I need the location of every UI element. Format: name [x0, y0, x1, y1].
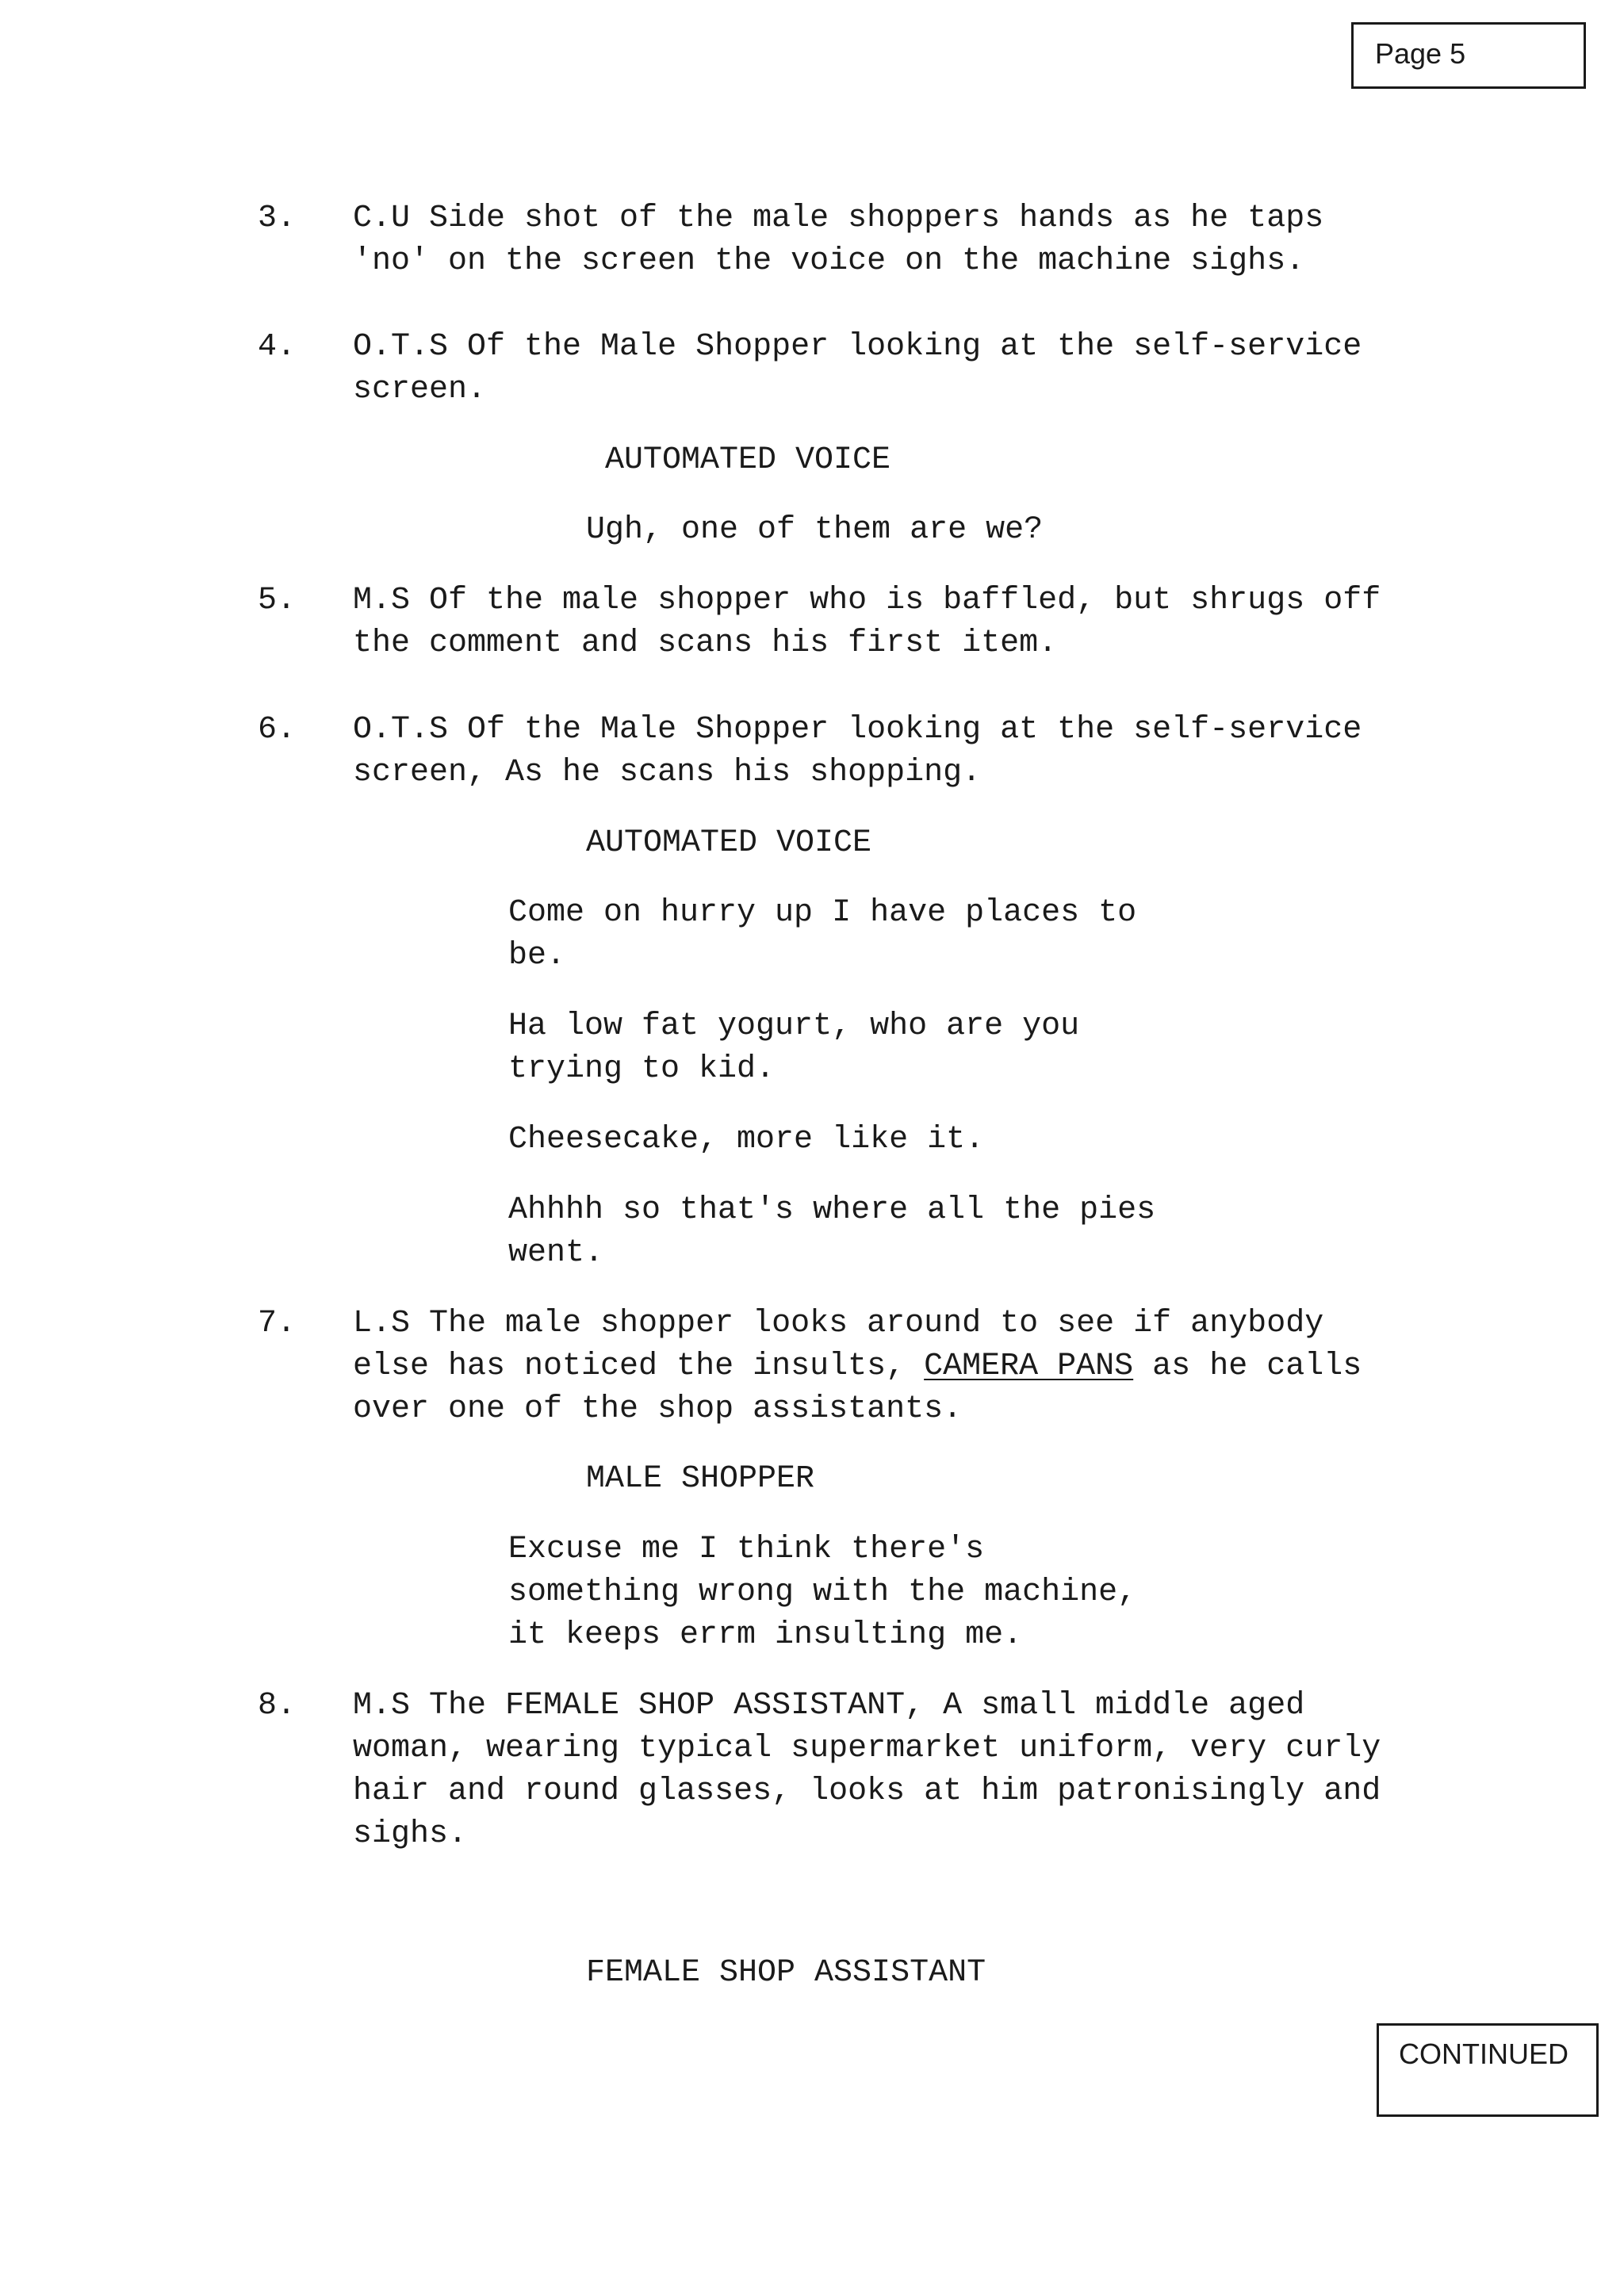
action-text: as he calls: [1133, 1349, 1362, 1384]
continued-label: CONTINUED: [1399, 2038, 1568, 2070]
action-text: else has noticed the insults,: [353, 1349, 925, 1384]
shot-number: 5.: [258, 583, 297, 618]
character-name: AUTOMATED VOICE: [586, 825, 872, 861]
dialogue-line: trying to kid.: [508, 1051, 776, 1087]
dialogue-line: Ahhhh so that's where all the pies: [508, 1192, 1156, 1228]
dialogue-line: Ha low fat yogurt, who are you: [508, 1008, 1080, 1044]
action-line: woman, wearing typical supermarket uniform, very curly: [353, 1731, 1381, 1766]
action-line: over one of the shop assistants.: [353, 1391, 963, 1427]
shot-number: 6.: [258, 712, 297, 748]
action-line: screen, As he scans his shopping.: [353, 755, 982, 790]
dialogue-line: went.: [508, 1235, 604, 1271]
dialogue-line: something wrong with the machine,: [508, 1575, 1137, 1610]
action-line: 'no' on the screen the voice on the machine sighs.: [353, 243, 1305, 279]
shot-number: 7.: [258, 1306, 297, 1341]
dialogue-line: Cheesecake, more like it.: [508, 1122, 985, 1158]
dialogue-line: be.: [508, 938, 566, 974]
action-line: M.S The FEMALE SHOP ASSISTANT, A small middle aged: [353, 1688, 1305, 1724]
character-name: MALE SHOPPER: [586, 1461, 815, 1497]
character-name: FEMALE SHOP ASSISTANT: [586, 1955, 986, 1991]
action-line: C.U Side shot of the male shoppers hands as he taps: [353, 201, 1324, 236]
action-line: O.T.S Of the Male Shopper looking at the self-service: [353, 712, 1362, 748]
action-line: screen.: [353, 372, 487, 408]
action-line: O.T.S Of the Male Shopper looking at the self-service: [353, 329, 1362, 365]
action-line: [353, 1351, 1362, 1383]
camera-direction: CAMERA PANS: [924, 1349, 1134, 1384]
page-number: Page 5: [1375, 37, 1466, 70]
shot-number: 4.: [258, 329, 297, 365]
shot-number: 3.: [258, 201, 297, 236]
action-line: hair and round glasses, looks at him patronisingly and: [353, 1774, 1381, 1809]
action-line: sighs.: [353, 1816, 468, 1852]
dialogue-line: Ugh, one of them are we?: [586, 512, 1044, 548]
action-line: the comment and scans his first item.: [353, 626, 1058, 661]
action-line: L.S The male shopper looks around to see if anybody: [353, 1306, 1324, 1341]
dialogue-line: Come on hurry up I have places to: [508, 895, 1137, 931]
shot-number: 8.: [258, 1688, 297, 1724]
page-number-box: [1351, 22, 1586, 89]
dialogue-line: it keeps errm insulting me.: [508, 1617, 1023, 1653]
continued-box: [1377, 2023, 1599, 2117]
action-line: M.S Of the male shopper who is baffled, but shrugs off: [353, 583, 1381, 618]
dialogue-line: Excuse me I think there's: [508, 1532, 985, 1567]
character-name: AUTOMATED VOICE: [605, 442, 891, 478]
